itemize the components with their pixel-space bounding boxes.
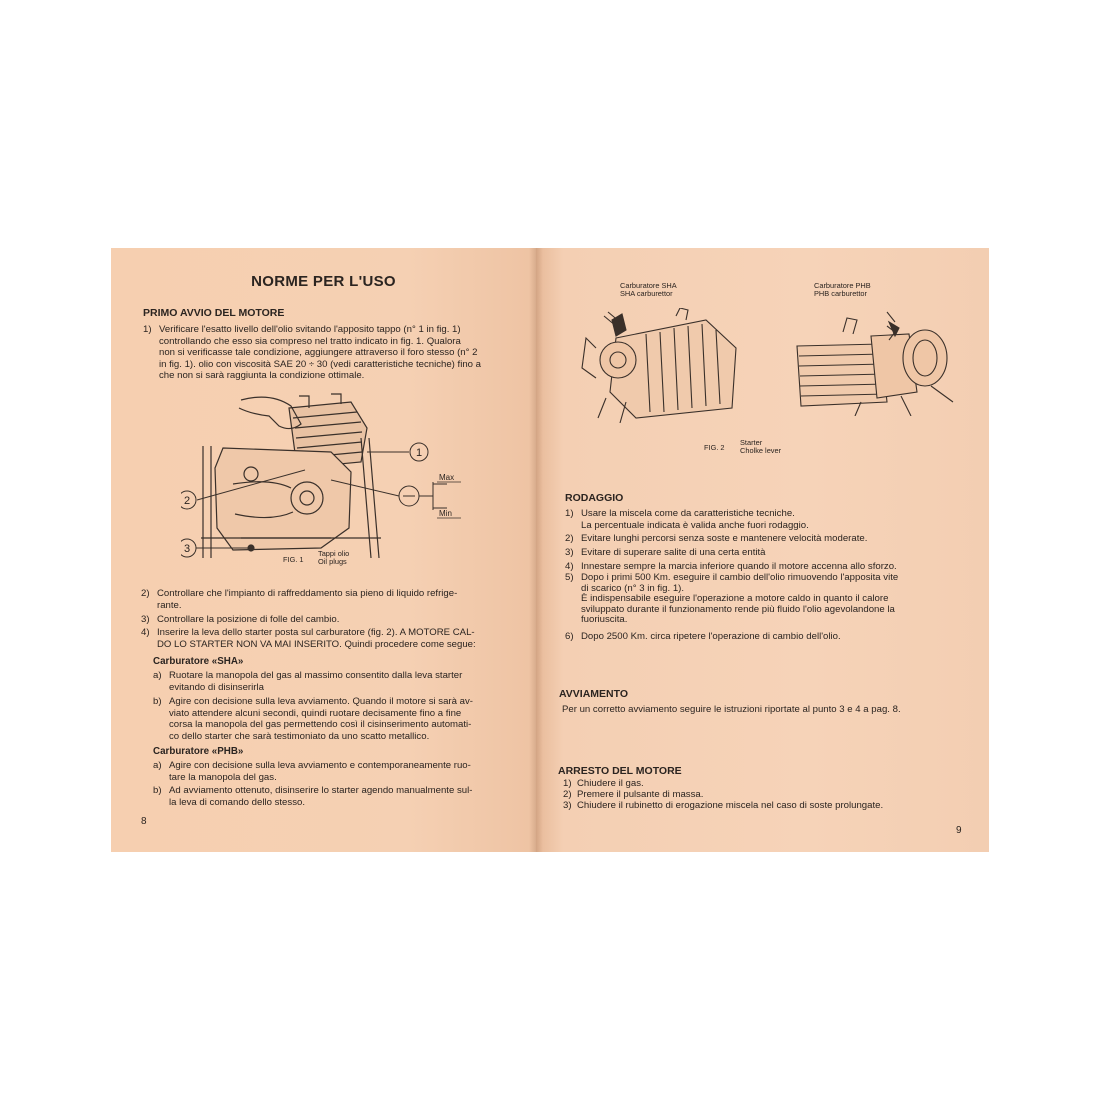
figure-2-label: FIG. 2 (704, 443, 725, 452)
list-item: b) Agire con decisione sulla leva avviamento. Quando il motore si sarà av- viato attendere alcuni secondi, quindi ruotare decisamente fino a fine corsa la manopola del gas permettendo così il cisinserimento automati- co dello starter che sarà testimoniato da uno scatto metallico. (153, 696, 473, 742)
list-item: 1) Verificare l'esatto livello dell'olio svitando l'apposito tappo (n° 1 in fig. 1) controllando che esso sia compreso nel tratto indicato in fig. 1. Qualora non si verificasse tale condizione, aggiungere attraverso il foro stesso (n° 2 in fig. 1). olio con viscosità SAE 20 ÷ 30 (vedi caratteristiche tecniche) fino a che non si sarà raggiunta la condizione ottimale. (143, 324, 482, 382)
section-heading-primo-avvio: PRIMO AVVIO DEL MOTORE (143, 307, 285, 319)
list-item: 2) Premere il pulsante di massa. (563, 789, 704, 800)
list-item: 2) Evitare lunghi percorsi senza soste e mantenere velocità moderate. (565, 533, 868, 544)
list-item: a) Agire con decisione sulla leva avviamento e contemporaneamente ruo- tare la manopola del gas. (153, 760, 471, 783)
figure-1-label: FIG. 1 (283, 555, 304, 564)
figure-2-caption-en: Cholke lever (740, 446, 782, 455)
list-item: 1) Usare la miscela come da caratteristiche tecniche. La percentuale indicata è valida anche fuori rodaggio. (565, 508, 809, 531)
figure-1-caption-it: Tappi olio (318, 549, 350, 558)
list-item: 5) Dopo i primi 500 Km. eseguire il cambio dell'olio rimuovendo l'apposita vite di scarico (n° 3 in fig. 1). È indispensabile eseguire l'operazione a motore caldo in quanto il calore sviluppato durante il funzionamento rende più fluido l'olio agevolandone la fuoriuscita. (565, 572, 899, 626)
list-item: b) Ad avviamento ottenuto, disinserire lo starter agendo manualmente sul- la leva di comando dello stesso. (153, 785, 473, 808)
list-item: 4) Inserire la leva dello starter posta sul carburatore (fig. 2). A MOTORE CAL- DO LO STARTER NON VA MAI INSERITO. Quindi procedere come segue: (141, 627, 476, 650)
book-gutter (529, 248, 543, 852)
list-item: 2) Controllare che l'impianto di raffreddamento sia pieno di liquido refrige- rante. (141, 588, 458, 611)
section-heading-avviamento: AVVIAMENTO (559, 688, 629, 700)
callout-2: 2 (183, 495, 191, 507)
list-item: 1) Chiudere il gas. (563, 778, 644, 789)
phb-carburettor-label-en: PHB carburettor (814, 289, 867, 298)
dipstick-max-label: Max (439, 473, 455, 482)
page-title: NORME PER L'USO (251, 273, 396, 290)
subheading-carburatore-sha: Carburatore «SHA» (153, 656, 244, 667)
right-page (536, 248, 989, 852)
dipstick-min-label: Min (439, 509, 452, 518)
figure-2-caption-it: Starter (740, 438, 763, 447)
section-heading-rodaggio: RODAGGIO (565, 492, 624, 504)
sha-carburettor-illustration (576, 308, 746, 423)
left-page (111, 248, 536, 852)
list-item: 3) Evitare di superare salite di una certa entità (565, 547, 766, 558)
list-item: 3) Chiudere il rubinetto di erogazione miscela nel caso di soste prolungate. (563, 800, 884, 811)
callout-1: 1 (415, 447, 423, 459)
list-item: 6) Dopo 2500 Km. circa ripetere l'operazione di cambio dell'olio. (565, 631, 841, 642)
phb-carburettor-label-it: Carburatore PHB (814, 281, 871, 290)
page-number-right: 9 (956, 825, 962, 836)
section-heading-arresto: ARRESTO DEL MOTORE (558, 765, 682, 777)
page-number-left: 8 (141, 816, 147, 827)
subheading-carburatore-phb: Carburatore «PHB» (153, 746, 244, 757)
phb-carburettor-illustration (791, 306, 961, 416)
sha-carburettor-label-en: SHA carburettor (620, 289, 673, 298)
engine-illustration (181, 388, 481, 568)
list-item: 4) Innestare sempre la marcia inferiore quando il motore accenna allo sforzo. (565, 561, 897, 572)
booklet-spread (111, 248, 989, 852)
list-item: a) Ruotare la manopola del gas al massimo consentito dalla leva starter evitando di disinserirla (153, 670, 463, 693)
list-item: 3) Controllare la posizione di folle del cambio. (141, 614, 340, 625)
figure-1-caption-en: Oil plugs (318, 557, 347, 566)
avviamento-text: Per un corretto avviamento seguire le istruzioni riportate al punto 3 e 4 a pag. 8. (562, 704, 901, 715)
sha-carburettor-label-it: Carburatore SHA (620, 281, 677, 290)
callout-3: 3 (183, 543, 191, 555)
